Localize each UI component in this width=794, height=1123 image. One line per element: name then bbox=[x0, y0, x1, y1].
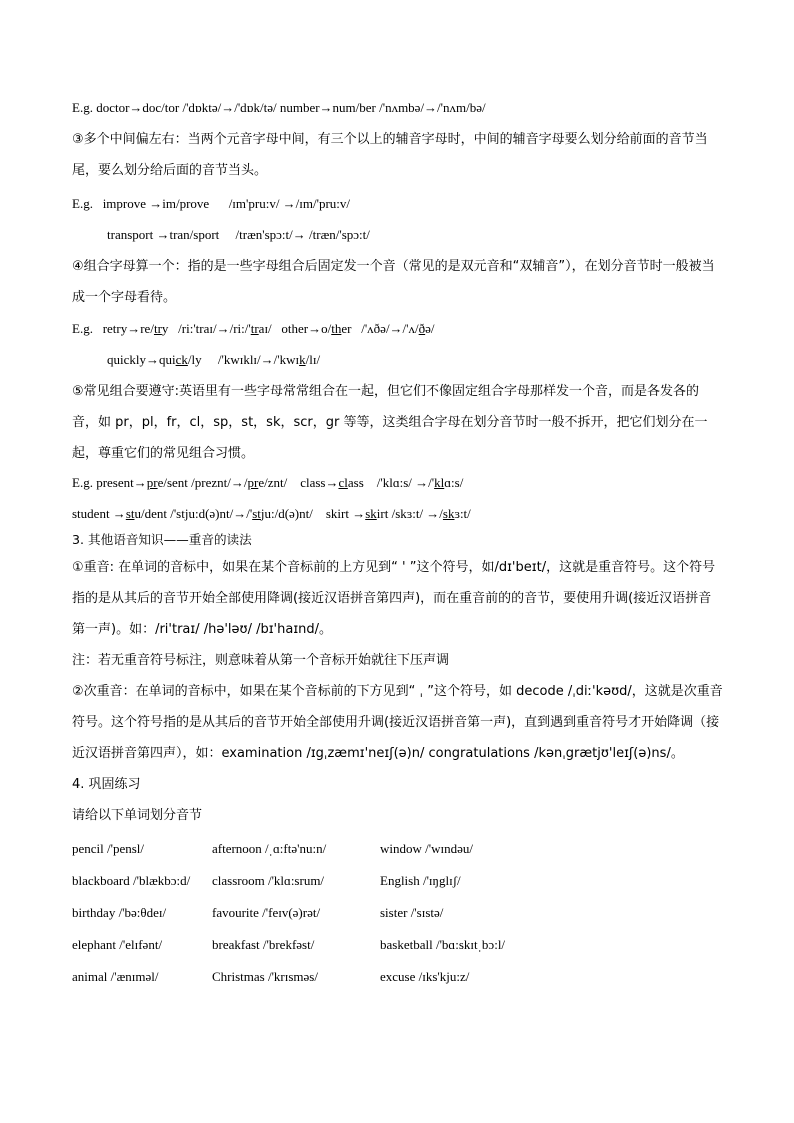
document-page bbox=[72, 98, 724, 987]
example-student-skirt bbox=[72, 504, 724, 524]
text-segment: E.g. retry→re/ bbox=[72, 321, 154, 336]
text-segment: student → bbox=[72, 506, 126, 521]
example-doctor-number: E.g. doctor→doc/tor /'dɒktə/→/'dɒk/tə/ number→num/ber /'nʌmbə/→/'nʌm/bə/ bbox=[72, 100, 486, 115]
underlined-segment: sk bbox=[365, 506, 377, 521]
word-item: basketball /'bɑ:skɪtˌbɔ:l/ bbox=[380, 937, 506, 952]
underlined-segment: sk bbox=[442, 506, 455, 521]
underlined-segment: st bbox=[252, 506, 261, 521]
underlined-segment: ck bbox=[175, 352, 188, 367]
underlined-segment: tr bbox=[250, 321, 259, 336]
text-segment: ə/ bbox=[425, 321, 435, 336]
word-item: excuse /ɪks'kju:z/ bbox=[380, 969, 470, 984]
word-row bbox=[72, 903, 724, 923]
example-improve: E.g. improve →im/prove /ɪm'pru:v/ →/ɪm/'pru:v/ bbox=[72, 196, 351, 211]
text-segment: y /ri:'traɪ/→/ri:/' bbox=[161, 321, 251, 336]
text-segment: /lɪ/ bbox=[305, 352, 321, 367]
text-segment: e/znt/ class→ bbox=[258, 475, 339, 490]
word-item: sister /'sɪstə/ bbox=[380, 905, 444, 920]
text-segment: u/dent /'stju:d(ə)nt/→/' bbox=[134, 506, 253, 521]
example-quickly bbox=[72, 350, 724, 370]
word-item: blackboard /'blækbɔ:d/ bbox=[72, 873, 191, 888]
underlined-segment: tr bbox=[153, 321, 162, 336]
text-segment: quickly→qui bbox=[107, 352, 176, 367]
example-transport: transport →tran/sport /træn'spɔ:t/→ /træn/'spɔ:t/ bbox=[107, 227, 370, 242]
word-item: Christmas /'krɪsməs/ bbox=[212, 969, 318, 984]
text-segment: aɪ/ other→o/ bbox=[258, 321, 332, 336]
rule-5-paragraph: ⑤常见组合要遵守:英语里有一些字母常常组合在一起，但它们不像固定组合字母那样发一个音，而是各发各的音，如 pr，pl，fr，cl，sp，st，sk，scr，gr 等等，这类组合字母在划分音节时一般不拆开，把它们划分在一起，尊重它们的常见组合习惯。 bbox=[72, 384, 708, 461]
section-3-heading: 3. 其他语音知识——重音的读法 bbox=[72, 532, 252, 547]
underlined-segment: pr bbox=[247, 475, 259, 490]
word-item: afternoon /ˌɑ:ftə'nu:n/ bbox=[212, 841, 327, 856]
text-segment: ass /'klɑ:s/ →/' bbox=[347, 475, 435, 490]
underlined-segment: st bbox=[125, 506, 135, 521]
stress-note: 注：若无重音符号标注，则意味着从第一个音标开始就往下压声调 bbox=[72, 653, 450, 668]
text-segment: ju:/d(ə)nt/ skirt → bbox=[260, 506, 366, 521]
section-4-heading: 4. 巩固练习 bbox=[72, 777, 141, 792]
word-row bbox=[72, 871, 724, 891]
word-item: favourite /'feɪv(ə)rət/ bbox=[212, 905, 321, 920]
underlined-segment: th bbox=[331, 321, 342, 336]
word-item: birthday /'bə:θdeɪ/ bbox=[72, 905, 167, 920]
word-row bbox=[72, 935, 724, 955]
exercise-prompt: 请给以下单词划分音节 bbox=[72, 808, 203, 823]
word-item: classroom /'klɑ:srum/ bbox=[212, 873, 325, 888]
text-segment: /ly /'kwɪklɪ/→/'kwɪ bbox=[187, 352, 300, 367]
word-item: English /'ɪŋglɪʃ/ bbox=[380, 873, 461, 888]
text-segment: e/sent /preznt/→/ bbox=[157, 475, 248, 490]
example-present-class bbox=[72, 473, 724, 493]
underlined-segment: kl bbox=[434, 475, 445, 490]
text-segment: ɜ:t/ bbox=[454, 506, 471, 521]
text-segment: er /'ʌðə/→/'ʌ/ bbox=[341, 321, 419, 336]
stress-paragraph: ①重音: 在单词的音标中，如果在某个音标前的上方见到“ ' ”这个符号，如/dɪ'beɪt/，这就是重音符号。这个符号指的是从其后的音节开始全部使用降调(接近汉语拼音第四声)，而在重音前的的音节，要使用升调(接近汉语拼音第一声)。如：/ri'traɪ/ /hə'ləʊ/ /bɪ'haɪnd/。 bbox=[72, 560, 716, 637]
word-item: window /'wɪndəu/ bbox=[380, 841, 473, 856]
underlined-segment: cl bbox=[338, 475, 348, 490]
rule-4-paragraph: ④组合字母算一个：指的是一些字母组合后固定发一个音（常见的是双元音和“双辅音”），在划分音节时一般被当成一个字母看待。 bbox=[72, 259, 715, 305]
rule-3-paragraph: ③多个中间偏左右：当两个元音字母中间，有三个以上的辅音字母时，中间的辅音字母要么划分给前面的音节当尾，要么划分给后面的音节当头。 bbox=[72, 132, 708, 178]
text-segment: E.g. present→ bbox=[72, 475, 147, 490]
example-retry-other bbox=[72, 319, 724, 339]
word-item: breakfast /'brekfəst/ bbox=[212, 937, 315, 952]
word-row bbox=[72, 839, 724, 859]
secondary-stress-paragraph: ②次重音：在单词的音标中，如果在某个音标前的下方见到“ ˌ ”这个符号，如 decode /ˌdiː'kəʊd/，这就是次重音符号。这个符号指的是从其后的音节开始全部使用升调(接近汉语拼音第一声)，直到遇到重音符号才开始降调（接近汉语拼音第四声），如：examination /ɪgˌzæmɪ'neɪʃ(ə)n/ congratulations /kənˌgrætjʊ'leɪʃ(ə)ns/。 bbox=[72, 684, 723, 761]
word-item: animal /'ænɪməl/ bbox=[72, 969, 159, 984]
text-segment: irt /skɜ:t/ →/ bbox=[376, 506, 443, 521]
text-segment: ɑ:s/ bbox=[444, 475, 464, 490]
word-item: elephant /'elɪfənt/ bbox=[72, 937, 163, 952]
underlined-segment: ð bbox=[418, 321, 426, 336]
word-row bbox=[72, 967, 724, 987]
underlined-segment: k bbox=[299, 352, 306, 367]
underlined-segment: pr bbox=[146, 475, 158, 490]
word-item: pencil /'pensl/ bbox=[72, 841, 145, 856]
word-list bbox=[72, 839, 724, 987]
